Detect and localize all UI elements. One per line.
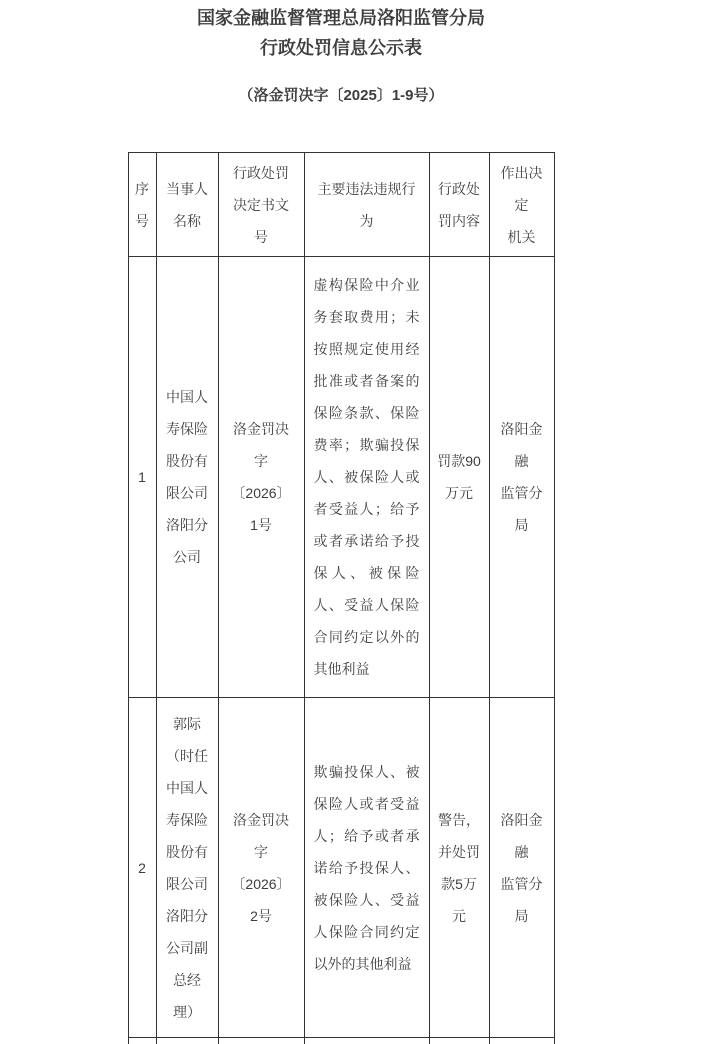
cell-violation: 虚构保险中介业务套取费用；未按照规定使用经批准或者备案的保险条款、保险费率；欺骗投保人、被保险人或者受益人；给予或者承诺给予投保人、被保险人、受益人保险合同约定以外的其他利益 (304, 257, 429, 698)
header-penalty-content: 行政处 罚内容 (429, 153, 489, 257)
cell-deciding-authority: 洛阳金 融 监管分 局 (489, 698, 554, 1038)
cell-penalty-content: 警告， 并处罚 款5万 元 (429, 698, 489, 1038)
cell-index: 2 (128, 698, 156, 1038)
header-index: 序 号 (128, 153, 156, 257)
cell-index: 1 (128, 257, 156, 698)
header-party-name: 当事人 名称 (156, 153, 218, 257)
document-title (0, 0, 682, 63)
table-header-row (128, 153, 554, 257)
penalty-table (128, 152, 555, 1044)
cell-empty (218, 1038, 304, 1044)
table-row (128, 257, 554, 698)
cell-deciding-authority: 洛阳金 融 监管分 局 (489, 257, 554, 698)
cell-empty (128, 1038, 156, 1044)
cell-party-name: 中国人 寿保险 股份有 限公司 洛阳分 公司 (156, 257, 218, 698)
cell-empty (489, 1038, 554, 1044)
cell-empty (304, 1038, 429, 1044)
table-row-partial (128, 1038, 554, 1044)
header-deciding-authority: 作出决 定 机关 (489, 153, 554, 257)
document-number: （洛金罚决字〔2025〕1-9号） (238, 87, 444, 104)
cell-penalty-content: 罚款90 万元 (429, 257, 489, 698)
cell-violation: 欺骗投保人、被保险人或者受益人；给予或者承诺给予投保人、被保险人、受益人保险合同约定以外的其他利益 (304, 698, 429, 1038)
cell-decision-doc-no: 洛金罚决 字 〔2026〕 2号 (218, 698, 304, 1038)
cell-empty (156, 1038, 218, 1044)
title-line-2: 行政处罚信息公示表 (260, 38, 422, 58)
header-violation: 主要违法违规行 为 (304, 153, 429, 257)
header-decision-doc-no: 行政处罚 决定书文 号 (218, 153, 304, 257)
title-line-1: 国家金融监督管理总局洛阳监管分局 (197, 8, 485, 28)
cell-party-name: 郭际 （时任 中国人 寿保险 股份有 限公司 洛阳分 公司副 总经 理） (156, 698, 218, 1038)
cell-decision-doc-no: 洛金罚决 字 〔2026〕 1号 (218, 257, 304, 698)
table-row (128, 698, 554, 1038)
cell-empty (429, 1038, 489, 1044)
